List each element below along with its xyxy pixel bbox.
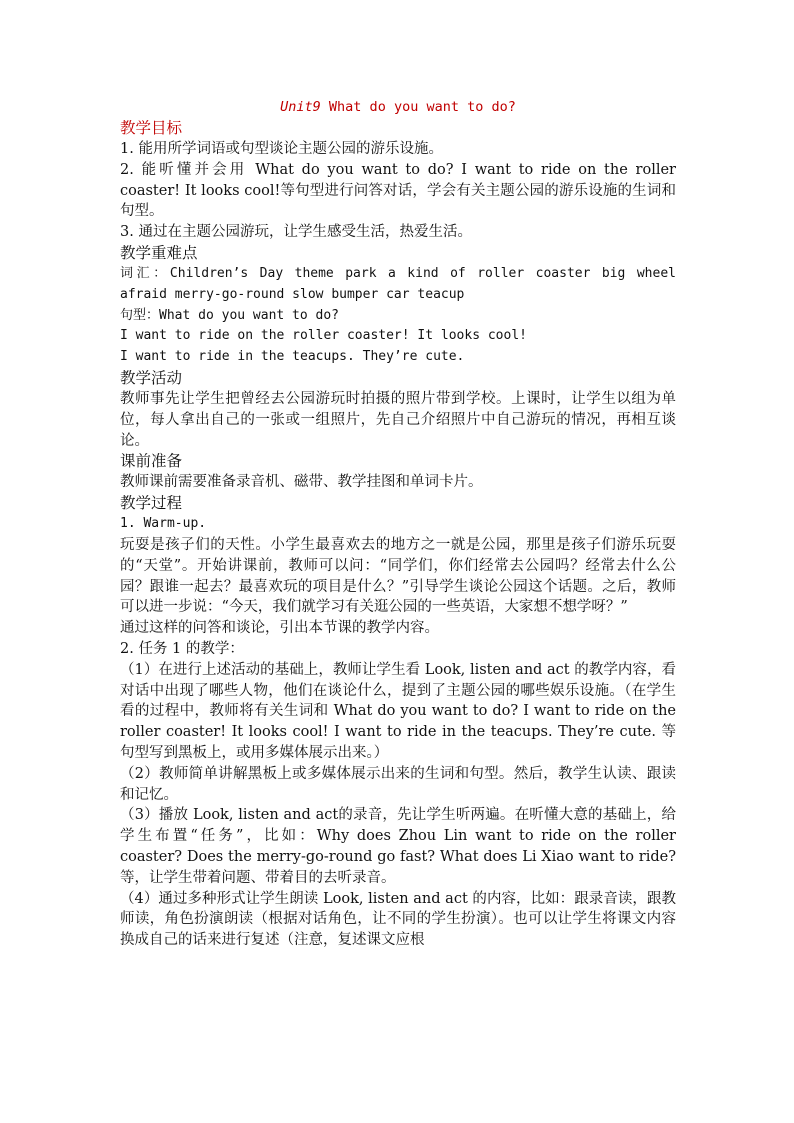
difficulty-heading: 教学重难点 <box>120 243 198 262</box>
warmup-text-2: 通过这样的问答和谈论，引出本节课的教学内容。 <box>120 620 439 637</box>
document-body <box>120 96 676 951</box>
sentence-pattern-1: 句型：What do you want to do? <box>120 307 340 323</box>
page-title <box>120 96 676 118</box>
title-unit: Unit9 <box>280 99 321 115</box>
task-step-4: （4）通过多种形式让学生朗读 Look, listen and act 的内容，比如：跟录音读，跟教师读，角色扮演朗读（根据对话角色，让不同的学生扮演）。也可以让学生将课文内容换成自己的话来进行复述（注意，复述课文应根 <box>120 890 676 949</box>
task-step-2: （2）教师简单讲解黑板上或多媒体展示出来的生词和句型。然后，教学生认读、跟读和记忆。 <box>120 765 676 803</box>
sentence-pattern-3: I want to ride in the teacups. They’re cute. <box>120 349 465 365</box>
prep-heading: 课前准备 <box>120 452 183 471</box>
prep-text: 教师课前需要准备录音机、磁带、教学挂图和单词卡片。 <box>120 474 483 491</box>
objective-3: 3. 通过在主题公园游玩，让学生感受生活，热爱生活。 <box>120 224 472 241</box>
activity-text: 教师事先让学生把曾经去公园游玩时拍摄的照片带到学校。上课时，让学生以组为单位，每人拿出自己的一张或一组照片，先自己介绍照片中自己游玩的情况，再相互谈论。 <box>120 390 676 449</box>
warmup-text: 玩耍是孩子们的天性。小学生最喜欢去的地方之一就是公园，那里是孩子们游乐玩耍的“天堂”。开始讲课前，教师可以问：“同学们，你们经常去公园吗？经常去什么公园？跟谁一起去？最喜欢玩的项目是什么？”引导学生谈论公园这个话题。之后，教师可以进一步说：“今天，我们就学习有关逛公园的一些英语，大家想不想学呀？” <box>120 536 676 616</box>
objective-2: 2. 能听懂并会用 What do you want to do? I want to ride on the roller coaster! It looks cool!等句型进行问答对话，学会有关主题公园的游乐设施的生词和句型。 <box>120 161 676 220</box>
objective-1: 1. 能用所学词语或句型谈论主题公园的游乐设施。 <box>120 141 443 157</box>
task-heading: 2. 任务 1 的教学： <box>120 640 244 657</box>
title-text: What do you want to do? <box>328 99 516 115</box>
task-step-1: （1）在进行上述活动的基础上，教师让学生看 Look, listen and act 的教学内容，看对话中出现了哪些人物，他们在谈论什么，提到了主题公园的哪些娱乐设施。（在学生看的过程中，教师将有关生词和 What do you want to do? I want to ride on the roller coaster! It looks cool! I want to ride in the teacups. They’re cute. 等句型写到黑板上，或用多媒体展示出来。） <box>120 661 676 761</box>
objectives-heading: 教学目标 <box>120 119 183 137</box>
warmup-label: 1. Warm-up. <box>120 516 207 532</box>
process-heading: 教学过程 <box>120 494 183 513</box>
activity-heading: 教学活动 <box>120 368 183 387</box>
task-step-3: （3）播放 Look, listen and act的录音，先让学生听两遍。在听懂大意的基础上，给学生布置“任务”，比如：Why does Zhou Lin want to ride on the roller coaster? Does the merry-go-round go fast? What does Li Xiao want to ride? 等，让学生带着问题、带着目的去听录音。 <box>120 807 676 886</box>
sentence-pattern-2: I want to ride on the roller coaster! It looks cool! <box>120 328 527 344</box>
vocabulary-line: 词汇：Children’s Day theme park a kind of roller coaster big wheel afraid merry-go-round slow bumper car teacup <box>120 265 676 302</box>
